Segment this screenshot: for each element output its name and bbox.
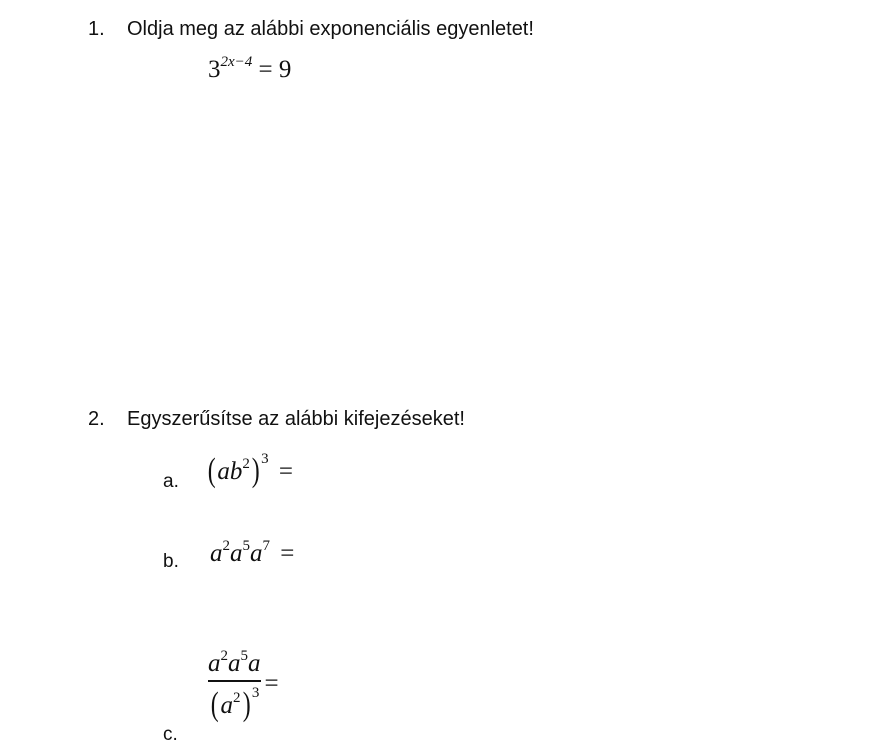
exp: 5 bbox=[240, 648, 248, 664]
fraction bbox=[208, 650, 261, 722]
question-2-number: 2. bbox=[88, 408, 105, 430]
paren-close: ) bbox=[251, 452, 260, 489]
term: a bbox=[248, 650, 261, 677]
base: 3 bbox=[208, 56, 221, 83]
exponent: 2x−4 bbox=[220, 54, 253, 70]
paren-open: ( bbox=[210, 685, 219, 723]
question-1-number: 1. bbox=[88, 18, 105, 40]
denominator bbox=[209, 684, 259, 722]
exp: 5 bbox=[242, 538, 250, 554]
term: a bbox=[220, 691, 233, 719]
paren-open: ( bbox=[207, 452, 216, 489]
term: a bbox=[228, 650, 241, 677]
term: a bbox=[210, 540, 223, 567]
exp: 2 bbox=[242, 456, 250, 472]
term: a bbox=[208, 650, 221, 677]
term: ab bbox=[217, 458, 243, 485]
term: a bbox=[230, 540, 243, 567]
question-2-text: Egyszerűsítse az alábbi kifejezéseket! bbox=[127, 408, 465, 430]
exp: 2 bbox=[220, 648, 228, 664]
term: a bbox=[250, 540, 263, 567]
numerator bbox=[208, 650, 261, 678]
expression-a bbox=[206, 450, 293, 488]
equals: = bbox=[264, 669, 279, 697]
expression-b bbox=[210, 540, 294, 568]
question-1-text: Oldja meg az alábbi exponenciális egyenletet! bbox=[127, 18, 534, 40]
exp: 2 bbox=[233, 689, 241, 706]
equation-1 bbox=[208, 56, 291, 84]
equals: = bbox=[278, 458, 294, 485]
rhs: = 9 bbox=[258, 56, 292, 83]
exp: 3 bbox=[261, 451, 269, 467]
item-c-label: c. bbox=[163, 724, 178, 745]
equals: = bbox=[280, 540, 295, 567]
exp: 2 bbox=[222, 538, 230, 554]
fraction-bar bbox=[208, 680, 261, 682]
item-b-label: b. bbox=[163, 551, 179, 572]
exp: 7 bbox=[262, 538, 270, 554]
exp: 3 bbox=[251, 684, 260, 701]
expression-c bbox=[208, 650, 279, 722]
paren-close: ) bbox=[242, 685, 251, 723]
item-a-label: a. bbox=[163, 471, 179, 492]
